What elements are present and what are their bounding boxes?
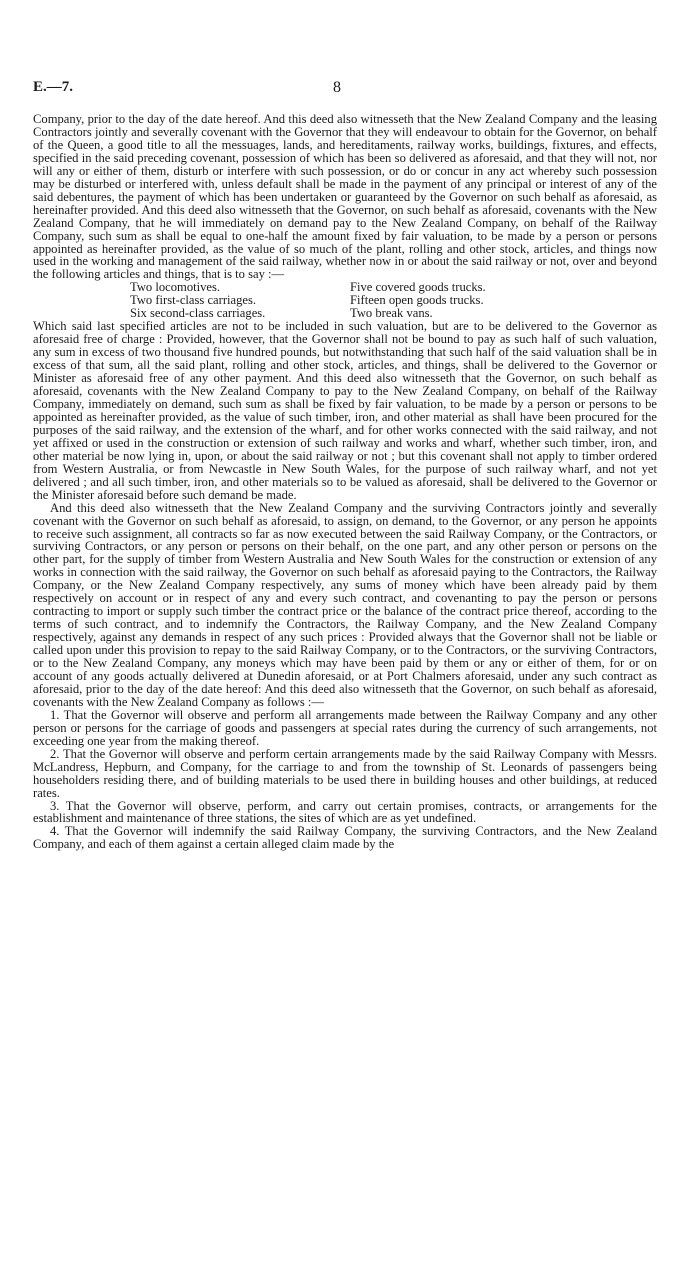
article-left: Two first-class carriages. [130, 293, 257, 308]
numbered-paragraph: 4. That the Governor will indemnify the said Railway Company, the surviving Contractors, and the New Zealand Company, and each of them against a certain alleged claim made by the [33, 824, 657, 852]
numbered-paragraph: 2. That the Governor will observe and perform certain arrangements made by the said Railway Company with Messrs. McLandress, Hepburn, and Company, for the carriage to and from the township of St. Leonards of passengers being householders residing there, and of building materials to be used there in building houses and other buildings, at reduced rates. [33, 746, 657, 800]
document-code: E.—7. [33, 79, 74, 95]
article-left: Six second-class carriages. [130, 306, 266, 321]
paragraph: Company, prior to the day of the date hereof. And this deed also witnesseth that the New Zealand Company and the leasing Contractors jointly and severally covenant with the Governor that they will endeavour to obtain for the Governor, on behalf of the Queen, a good title to all the messuages, lands, and hereditaments, railway works, buildings, fixtures, and effects, specified in the said preceding covenant, possession of which has been so delivered as aforesaid, and that they will not, nor will any or either of them, disturb or interfere with such possession, or do or concur in any act whereby such possession may be disturbed or interfered with, unless default shall be made in the payment of any principal or interest of any of the said debentures, the payment of which has been undertaken or guaranteed by the Governor on such behalf as aforesaid, as hereinafter provided. And this deed also witnesseth that the Governor, on such behalf as aforesaid, covenants with the New Zealand Company, that he will immediately on demand pay to the New Zealand Company, on behalf of the Railway Company, such sum as shall be equal to one-half the amount fixed by fair valuation, to be made by a person or persons appointed as hereinafter provided, as the value of so much of the plant, rolling and other stock, articles, and things now used in the working and management of the said railway, whether now in or about the said railway or not, over and beyond the following articles and things, that is to say :— [33, 112, 657, 282]
page-number: 8 [333, 79, 341, 96]
article-right: Fifteen open goods trucks. [350, 293, 484, 308]
paragraph: And this deed also witnesseth that the New Zealand Company and the surviving Contractors jointly and severally covenant with the Governor on such behalf as aforesaid, to assign, on demand, to the Governor, or any person he appoints to receive such assignment, all contracts so far as now executed between the said Railway Company, or the Contractors, or surviving Contractors, or any person or persons on their behalf, on the one part, and any other person or persons on the other part, for the supply of timber from Western Australia and New South Wales for the construction or extension of any works in connection with the said railway, the Governor on such behalf as aforesaid paying to the Contractors, the Railway Company, or the New Zealand Company respectively, any sums of money which have been already paid by them respectively on account or in respect of any and every such contract, and covenanting to pay the person or persons contracting to import or supply such timber the contract price or the balance of the contract price thereof, according to the terms of such contract, and to indemnify the Contractors, the Railway Company, and the New Zealand Company respectively, against any demands in respect of any such prices : Provided always that the Governor shall not be liable or called upon under this provision to repay to the said Railway Company, or to the Contractors, or the surviving Contractors, or to the New Zealand Company, any moneys which may have been paid by them or any or either of them, for or on account of any goods actually delivered at Dunedin aforesaid, or at Port Chalmers aforesaid, under any such contract as aforesaid, prior to the day of the date hereof: And this deed also witnesseth that the Governor, on such behalf as aforesaid, covenants with the New Zealand Company as follows :— [33, 500, 657, 709]
articles-list [130, 281, 530, 320]
document-body [33, 113, 657, 851]
page-header [33, 79, 657, 99]
paragraph: Which said last specified articles are not to be included in such valuation, but are to be delivered to the Governor as aforesaid free of charge : Provided, however, that the Governor shall not be bound to pay as such half of such valuation, any sum in excess of two thousand five hundred pounds, but notwithstanding that such half of the said valuation shall be in excess of that sum, all the said plant, rolling and other stock, articles, and things, shall be delivered to the Governor or Minister as aforesaid free of any other payment. And this deed also witnesseth that the Governor, on such behalf as aforesaid, covenants with the New Zealand Company to pay to the New Zealand Company, on behalf of the Railway Company, immediately on demand, such sum as shall be fixed by fair valuation, to be made by a person or persons to be appointed as hereinafter provided, as the value of such timber, iron, and other material as shall have been procured for the purposes of the said railway, and the extension of the wharf, and for other works connected with the said railway, and not yet affixed or used in the construction or extension of such railway and works and wharf, whether such timber, iron, and other material be now lying in, upon, or about the said railway or not ; but this covenant shall not apply to timber ordered from Western Australia, or from Newcastle in New South Wales, for the purpose of such railway wharf, and not yet delivered ; and all such timber, iron, and other materials so to be valued as aforesaid, shall be delivered to the Governor or the Minister aforesaid before such demand be made. [33, 319, 657, 502]
article-right: Five covered goods trucks. [350, 280, 486, 295]
numbered-paragraph: 3. That the Governor will observe, perform, and carry out certain promises, contracts, or arrangements for the establishment and maintenance of three stations, the sites of which are as yet undefined. [33, 798, 657, 826]
article-left: Two locomotives. [130, 280, 221, 295]
numbered-paragraph: 1. That the Governor will observe and perform all arrangements made between the Railway Company and any other person or persons for the carriage of goods and passengers at special rates during the currency of such arrangements, not exceeding one year from the making thereof. [33, 707, 657, 748]
article-right: Two break vans. [350, 306, 433, 321]
